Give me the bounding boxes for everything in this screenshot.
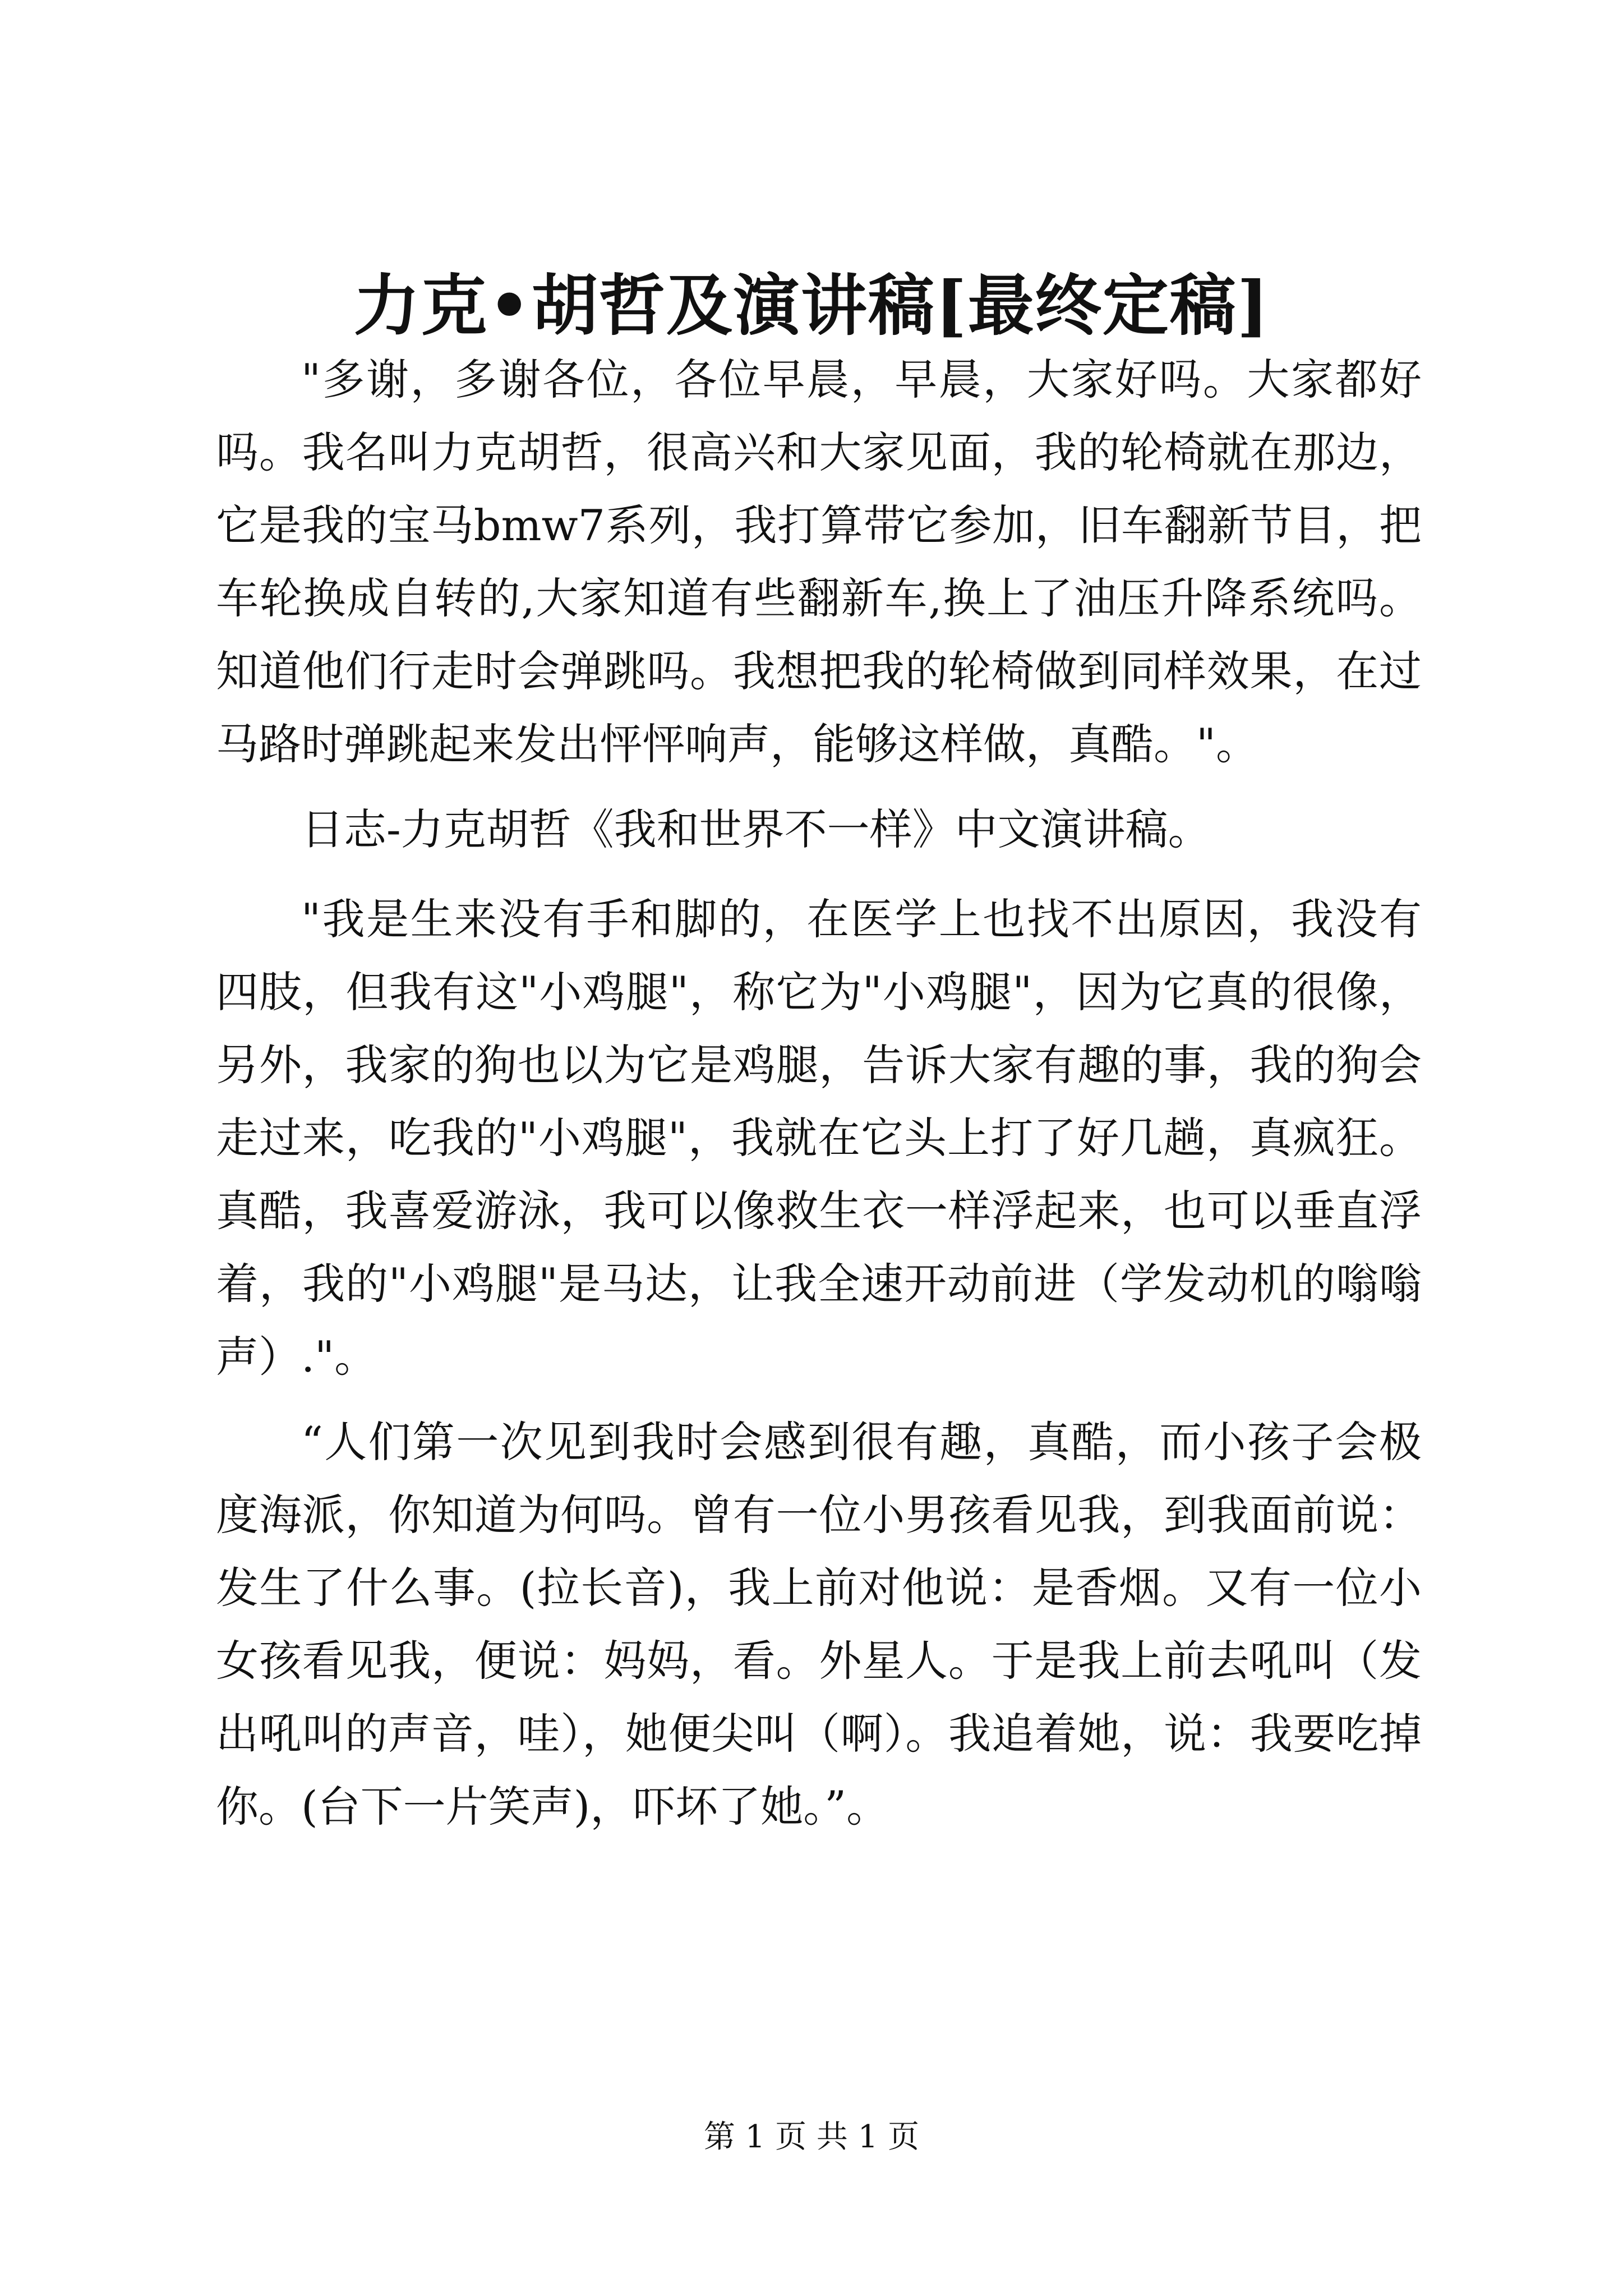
paragraph-opening-quote: "多谢，多谢各位，各位早晨，早晨，大家好吗。大家都好吗。我名叫力克胡哲，很高兴和大家见面，我的轮椅就在那边，它是我的宝马bmw7系列，我打算带它参加，旧车翻新节目，把车轮换成自转的,大家知道有些翻新车,换上了油压升降系统吗。知道他们行走时会弹跳吗。我想把我的轮椅做到同样效果，在过马路时弹跳起来发出怦怦响声，能够这样做，真酷。"。 <box>216 355 1422 769</box>
paragraph-chicken-leg: "我是生来没有手和脚的，在医学上也找不出原因，我没有四肢，但我有这"小鸡腿"，称它为"小鸡腿"，因为它真的很像，另外，我家的狗也以为它是鸡腿，告诉大家有趣的事，我的狗会走过来，吃我的"小鸡腿"，我就在它头上打了好几趟，真疯狂。真酷，我喜爱游泳，我可以像救生衣一样浮起来，也可以垂直浮着，我的"小鸡腿"是马达，让我全速开动前进（学发动机的嗡嗡声）."。 <box>216 894 1422 1382</box>
paragraph-children-reaction: “人们第一次见到我时会感到很有趣，真酷，而小孩子会极度海派，你知道为何吗。曾有一位小男孩看见我，到我面前说：发生了什么事。(拉长音)，我上前对他说：是香烟。又有一位小女孩看见我，便说：妈妈，看。外星人。于是我上前去吼叫（发出吼叫的声音，哇），她便尖叫（啊）。我追着她，说：我要吃掉你。(台下一片笑声)，吓坏了她。”。 <box>216 1417 1422 1832</box>
document-title: 力克•胡哲及演讲稿[最终定稿] <box>353 266 1270 344</box>
document-body <box>216 343 1422 1856</box>
paragraph-source-note: 日志-力克胡哲《我和世界不一样》中文演讲稿。 <box>301 804 1211 854</box>
page-footer: 第 1 页 共 1 页 <box>703 2119 920 2155</box>
